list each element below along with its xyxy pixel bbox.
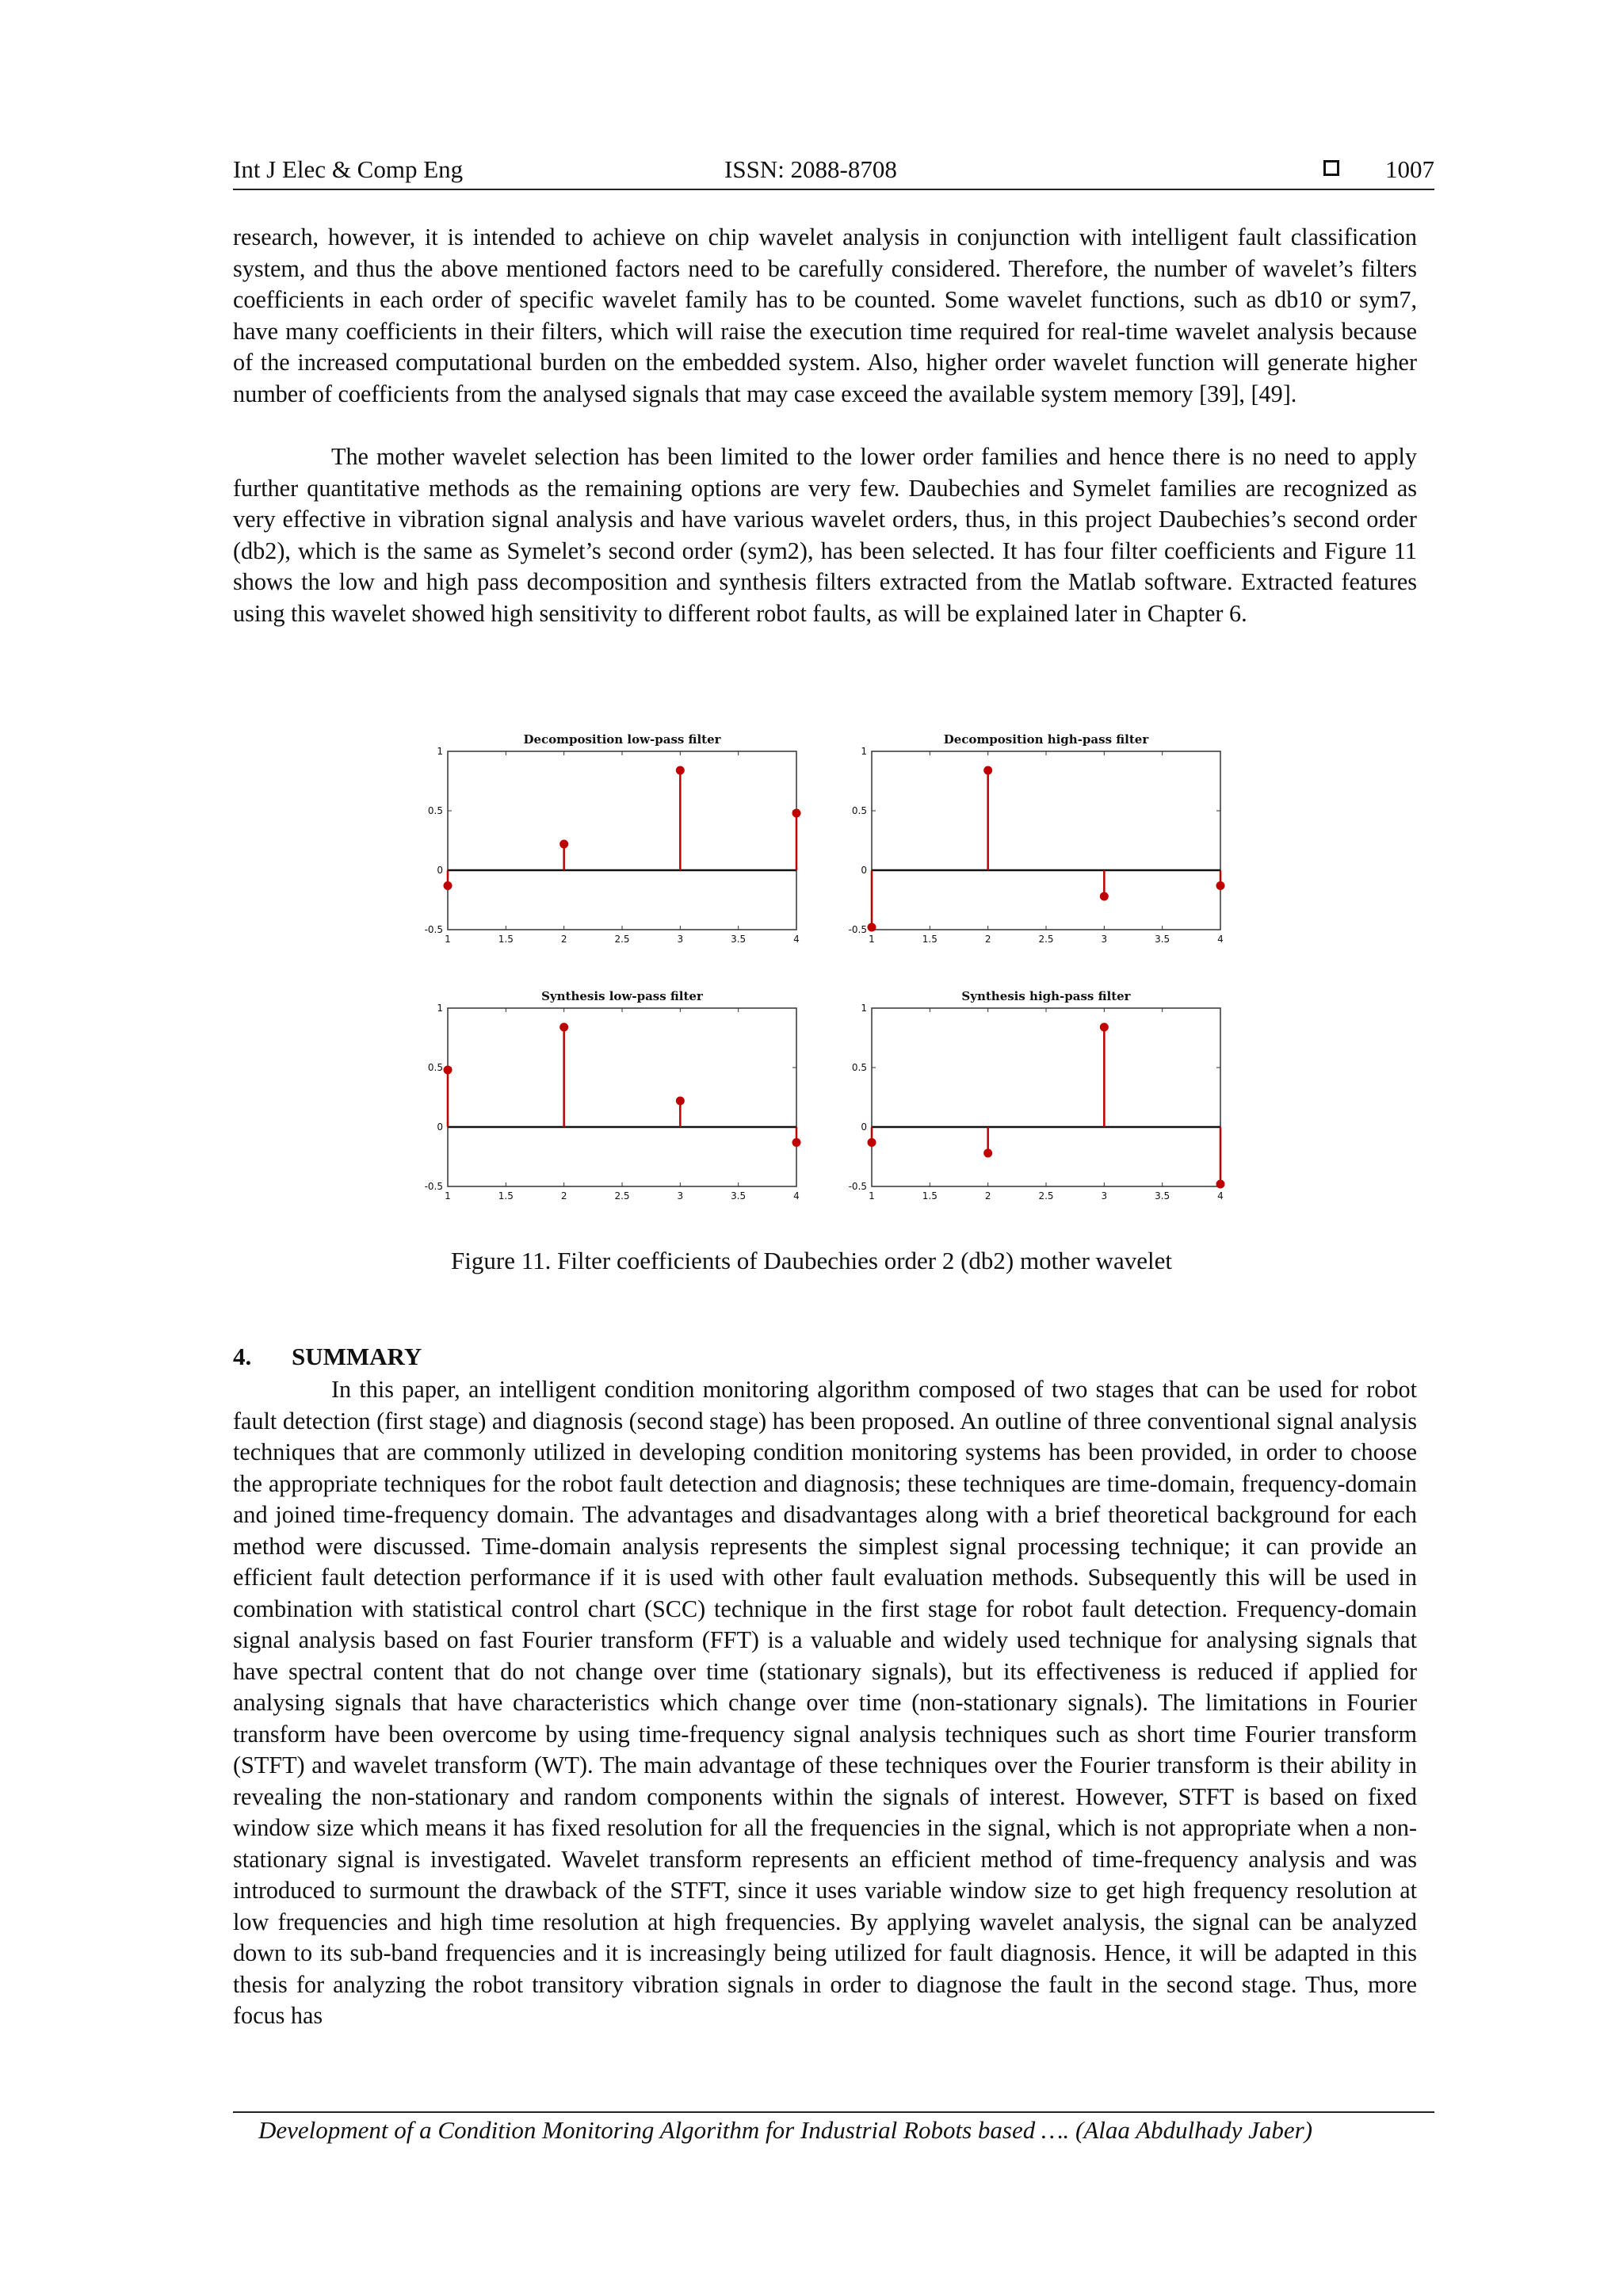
stem-marker [792, 1138, 801, 1147]
stem-marker [868, 1138, 876, 1147]
y-tick-label: -0.5 [424, 1181, 443, 1192]
x-tick-label: 1.5 [922, 934, 938, 945]
stem-marker [792, 809, 801, 818]
x-tick-label: 3.5 [731, 934, 747, 945]
stem-marker [559, 1023, 568, 1032]
body-paragraph-2: The mother wavelet selection has been limited to the lower order families and hence there is no need to apply further quantitative methods as the remaining options are very few. Daubechies and Symelet families are recognized as very effective in vibration signal analysis and have various wavelet orders, thus, in this project Daubechies’s second order (db2), which is the same as Symelet’s second order (sym2), has been selected. It has four filter coefficients and Figure 11 shows the low and high pass decomposition and synthesis filters extracted from the Matlab software. Extracted features using this wavelet showed high sensitivity to different robot faults, as will be explained later in Chapter 6. [233, 443, 1417, 627]
running-footer: Development of a Condition Monitoring Algorithm for Industrial Robots based …. (Alaa Abdulhady Jaber) [258, 2116, 1313, 2144]
stem-plot-4 [849, 989, 1225, 1201]
x-tick-label: 4 [1217, 934, 1224, 945]
stem-marker [559, 840, 568, 849]
x-tick-label: 4 [793, 934, 800, 945]
x-tick-label: 1 [869, 1190, 875, 1201]
x-tick-label: 2.5 [614, 1190, 630, 1201]
stem-plot-1 [425, 732, 801, 945]
x-tick-label: 1 [445, 1190, 451, 1201]
stem-marker [1216, 1180, 1225, 1189]
page-number: 1007 [1385, 155, 1434, 183]
plot-title: Synthesis low-pass filter [541, 989, 703, 1003]
stem-marker [983, 1149, 992, 1158]
x-tick-label: 3.5 [731, 1190, 747, 1201]
x-tick-label: 2.5 [1038, 1190, 1054, 1201]
x-tick-label: 2.5 [614, 934, 630, 945]
x-tick-label: 1.5 [498, 934, 514, 945]
plot-frame [448, 751, 796, 930]
x-tick-label: 2 [984, 934, 991, 945]
stem-marker [1216, 881, 1225, 890]
footer-rule [233, 2111, 1434, 2113]
y-tick-label: -0.5 [424, 924, 443, 935]
y-tick-label: 0 [861, 865, 867, 876]
stem-marker [983, 766, 992, 775]
x-tick-label: 3 [1101, 1190, 1108, 1201]
stem-plot-3 [425, 989, 801, 1201]
x-tick-label: 2 [560, 1190, 567, 1201]
x-tick-label: 1 [869, 934, 875, 945]
plot-title: Synthesis high-pass filter [961, 989, 1131, 1003]
page-header [233, 154, 1434, 190]
stem-marker [676, 766, 685, 775]
x-tick-label: 1.5 [922, 1190, 938, 1201]
x-tick-label: 2.5 [1038, 934, 1054, 945]
stem-marker [1100, 892, 1109, 901]
stem-marker [444, 881, 453, 890]
plot-frame [872, 751, 1220, 930]
plot-title: Decomposition high-pass filter [943, 732, 1149, 747]
plot-title: Decomposition low-pass filter [523, 732, 721, 747]
y-tick-label: 0.5 [427, 805, 443, 816]
x-tick-label: 1 [445, 934, 451, 945]
x-tick-label: 1.5 [498, 1190, 514, 1201]
body-paragraph-3: In this paper, an intelligent condition monitoring algorithm composed of two stages that can be used for robot fault detection (first stage) and diagnosis (second stage) has been proposed. An outline of three conventional signal analysis techniques that are commonly utilized in developing condition monitoring systems has been provided, in order to choose the appropriate techniques for the robot fault detection and diagnosis; these techniques are time-domain, frequency-domain and joined time-frequency domain. The advantages and disadvantages along with a brief theoretical background for each method were discussed. Time-domain analysis represents the simplest signal processing technique; it can provide an efficient fault detection performance if it is used with other fault evaluation methods. Subsequently this will be used in combination with statistical control chart (SCC) technique in the first stage for robot fault detection. Frequency-domain signal analysis based on fast Fourier transform (FFT) is a valuable and widely used technique for analysing signals that have spectral content that do not change over time (stationary signals), but its effectiveness is reduced if applied for analysing signals that have characteristics which change over time (non-stationary signals). The limitations in Fourier transform have been overcome by using time-frequency signal analysis techniques such as short time Fourier transform (STFT) and wavelet transform (WT). The main advantage of these techniques over the Fourier transform is their ability in revealing the non-stationary and random components within the signals of interest. However, STFT is based on fixed window size which means it has fixed resolution for all the frequencies in the signal, which is not appropriate when a non-stationary signal is investigated. Wavelet transform represents an efficient method of time-frequency analysis and was introduced to surmount the drawback of the STFT, since it uses variable window size to get high frequency resolution at low frequencies and high time resolution at high frequencies. By applying wavelet analysis, the signal can be analyzed down to its sub-band frequencies and it is increasingly being utilized for fault diagnosis. Hence, it will be adapted in this thesis for analyzing the robot transitory vibration signals in order to diagnose the fault in the second stage. Thus, more focus has [233, 1376, 1417, 2029]
issn: ISSN: 2088-8708 [724, 155, 897, 183]
body-paragraph-1: research, however, it is intended to achieve on chip wavelet analysis in conjunction with intelligent fault classification system, and thus the above mentioned factors need to be carefully considered. Therefore, the number of wavelet’s filters coefficients in each order of specific wavelet family has to be counted. Some wavelet functions, such as db10 or sym7, have many coefficients in their filters, which will raise the execution time required for real-time wavelet analysis because of the increased computational burden on the embedded system. Also, higher order wavelet function will generate higher number of coefficients from the analysed signals that may case exceed the available system memory [39], [49]. [233, 223, 1417, 407]
y-tick-label: 1 [437, 1003, 443, 1014]
y-tick-label: 1 [861, 1003, 867, 1014]
x-tick-label: 3 [1101, 934, 1108, 945]
figure-11 [420, 717, 1244, 1217]
y-tick-label: 0 [861, 1121, 867, 1133]
journal-name: Int J Elec & Comp Eng [233, 155, 464, 183]
section-title: SUMMARY [292, 1343, 422, 1370]
y-tick-label: -0.5 [848, 924, 867, 935]
y-tick-label: 0 [437, 865, 443, 876]
section-number: 4. [233, 1343, 252, 1370]
stem-marker [1100, 1023, 1109, 1032]
y-tick-label: -0.5 [848, 1181, 867, 1192]
x-tick-label: 2 [984, 1190, 991, 1201]
y-tick-label: 0.5 [851, 805, 867, 816]
plot-frame [448, 1008, 796, 1186]
x-tick-label: 2 [560, 934, 567, 945]
stem-marker [444, 1066, 453, 1075]
y-tick-label: 1 [437, 746, 443, 757]
x-tick-label: 4 [1217, 1190, 1224, 1201]
stem-plot-2 [849, 732, 1225, 945]
x-tick-label: 4 [793, 1190, 800, 1201]
plot-frame [872, 1008, 1220, 1186]
stem-marker [868, 923, 876, 932]
x-tick-label: 3.5 [1155, 1190, 1170, 1201]
section-heading [233, 1343, 422, 1371]
figure-caption: Figure 11. Filter coefficients of Daubechies order 2 (db2) mother wavelet [451, 1247, 1172, 1274]
filter-coefficient-plots [420, 717, 1244, 1217]
y-tick-label: 0 [437, 1121, 443, 1133]
stem-marker [676, 1097, 685, 1106]
x-tick-label: 3.5 [1155, 934, 1170, 945]
x-tick-label: 3 [677, 1190, 684, 1201]
y-tick-label: 1 [861, 746, 867, 757]
y-tick-label: 0.5 [851, 1062, 867, 1073]
y-tick-label: 0.5 [427, 1062, 443, 1073]
checkbox-square-icon [1323, 160, 1339, 176]
x-tick-label: 3 [677, 934, 684, 945]
